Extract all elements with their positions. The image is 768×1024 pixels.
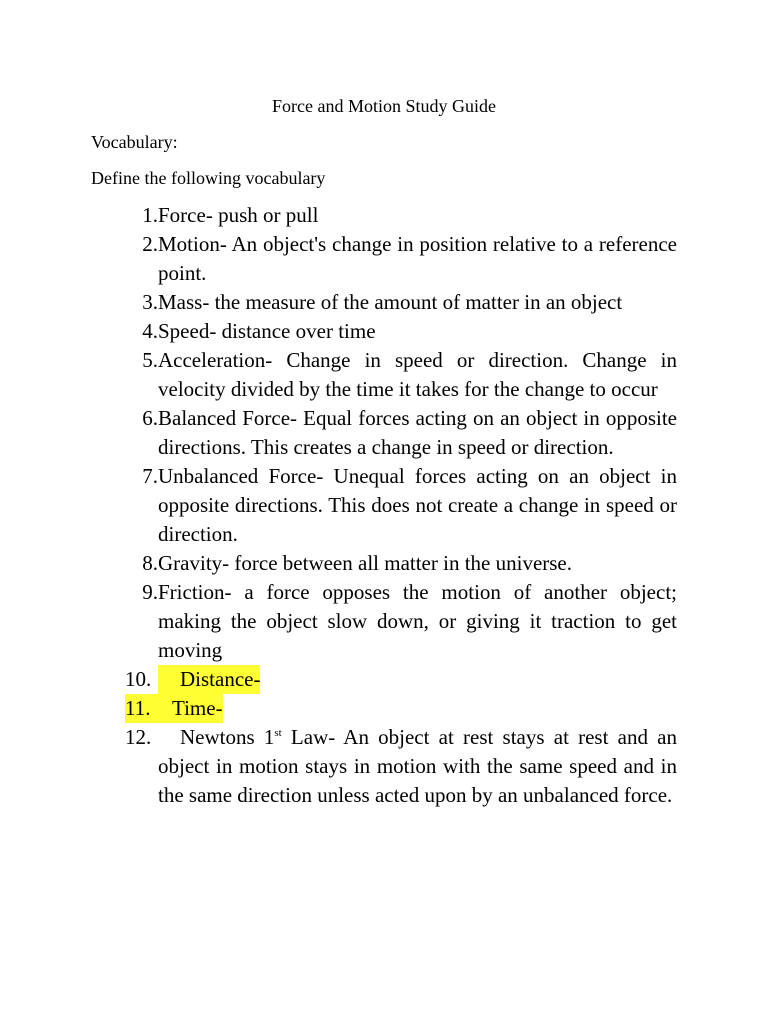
list-item xyxy=(125,404,677,462)
item-term-suffix: Law- xyxy=(281,725,336,749)
item-text xyxy=(158,230,677,288)
item-text xyxy=(158,549,677,578)
item-definition: An object's change in position relative to a reference point. xyxy=(158,232,677,285)
item-number: 10. xyxy=(125,667,152,691)
list-item xyxy=(125,201,677,230)
item-number: 1. xyxy=(142,203,158,227)
item-text xyxy=(158,346,677,404)
item-definition: Equal forces acting on an object in opposite directions. This creates a change in speed or direction. xyxy=(158,406,677,459)
item-term: Friction- xyxy=(158,580,232,604)
section-heading: Vocabulary: xyxy=(91,132,178,152)
item-text xyxy=(158,288,677,317)
item-number: 11. xyxy=(125,696,151,720)
item-text xyxy=(158,317,677,346)
list-item-highlighted xyxy=(125,665,677,694)
item-number: 5. xyxy=(142,348,158,372)
list-item xyxy=(125,288,677,317)
instruction-text: Define the following vocabulary xyxy=(91,168,326,188)
list-item-highlighted xyxy=(125,694,677,723)
item-number: 2. xyxy=(142,232,158,256)
item-term: Force- xyxy=(158,203,213,227)
item-number: 8. xyxy=(142,551,158,575)
item-number: 12. xyxy=(125,725,152,749)
item-term: Gravity- xyxy=(158,551,230,575)
item-term: Mass- xyxy=(158,290,210,314)
item-term-prefix: Newtons 1 xyxy=(180,725,275,749)
item-term: Balanced Force- xyxy=(158,406,298,430)
item-number: 3. xyxy=(142,290,158,314)
list-item xyxy=(125,346,677,404)
item-term: Acceleration- xyxy=(158,348,273,372)
item-text xyxy=(158,404,677,462)
vocabulary-list xyxy=(125,201,677,810)
item-number: 9. xyxy=(142,580,158,604)
item-text xyxy=(158,723,677,810)
item-term-superscript: st xyxy=(274,727,282,739)
item-text xyxy=(158,462,677,549)
item-definition: a force opposes the motion of another object; making the object slow down, or giving it traction to get moving xyxy=(158,580,677,662)
list-item xyxy=(125,578,677,665)
item-number: 6. xyxy=(142,406,158,430)
list-item xyxy=(125,723,677,810)
item-text xyxy=(158,201,677,230)
item-term-highlighted: Distance- xyxy=(158,665,260,694)
item-definition: distance over time xyxy=(216,319,376,343)
item-definition: Change in speed or direction. Change in velocity divided by the time it takes for the change to occur xyxy=(158,348,677,401)
item-term: Unbalanced Force- xyxy=(158,464,324,488)
item-definition: Unequal forces acting on an object in opposite directions. This does not create a change in speed or direction. xyxy=(158,464,678,546)
highlight-row xyxy=(125,694,223,723)
page-title: Force and Motion Study Guide xyxy=(272,96,496,116)
item-number: 4. xyxy=(142,319,158,343)
item-definition: push or pull xyxy=(212,203,319,227)
item-text xyxy=(158,578,677,665)
item-number: 7. xyxy=(142,464,158,488)
list-item xyxy=(125,230,677,288)
list-item xyxy=(125,317,677,346)
item-definition: the measure of the amount of matter in an object xyxy=(209,290,623,314)
item-definition: force between all matter in the universe. xyxy=(229,551,573,575)
list-item xyxy=(125,462,677,549)
item-definition: An object at rest stays at rest and an object in motion stays in motion with the same speed and in the same direction unless acted upon by an unbalanced force. xyxy=(158,725,677,807)
item-term: Motion- xyxy=(158,232,227,256)
list-item xyxy=(125,549,677,578)
item-term xyxy=(180,725,335,749)
item-term-highlighted: Time- xyxy=(172,696,223,720)
item-term: Speed- xyxy=(158,319,217,343)
